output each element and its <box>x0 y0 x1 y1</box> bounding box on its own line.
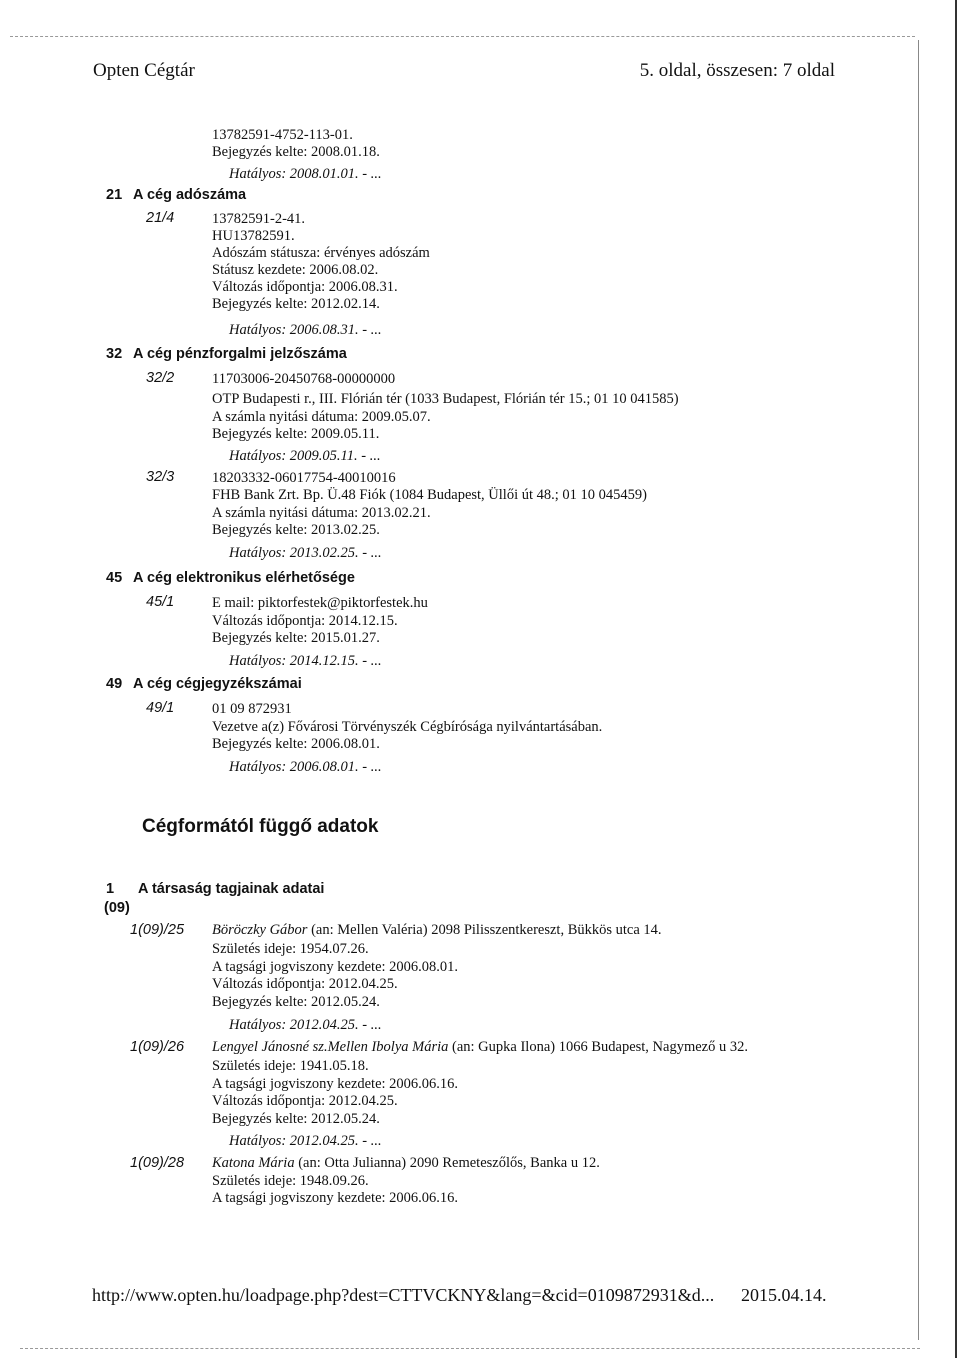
validity-line: Hatályos: 2009.05.11. - ... <box>229 448 381 464</box>
entry-line: Bejegyzés kelte: 2008.01.18. <box>212 144 380 160</box>
member-first-line <box>212 1155 600 1172</box>
validity-line: Hatályos: 2012.04.25. - ... <box>229 1017 382 1033</box>
footer-url[interactable]: http://www.opten.hu/loadpage.php?dest=CTTVCKNY&lang=&cid=0109872931&d... <box>92 1285 715 1305</box>
entry-line: 13782591-4752-113-01. <box>212 127 353 143</box>
bottom-scan-rule <box>20 1348 920 1349</box>
section-title: A cég pénzforgalmi jelzőszáma <box>133 346 347 362</box>
entry-line: Születés ideje: 1948.09.26. <box>212 1173 369 1189</box>
section-title: A cég cégjegyzékszámai <box>133 676 302 692</box>
entry-line: Bejegyzés kelte: 2013.02.25. <box>212 522 380 538</box>
section-number: 49 <box>106 676 123 692</box>
entry-line: Bejegyzés kelte: 2009.05.11. <box>212 426 380 442</box>
validity-line: Hatályos: 2014.12.15. - ... <box>229 653 382 669</box>
entry-line: Bejegyzés kelte: 2012.05.24. <box>212 1111 380 1127</box>
member-first-line <box>212 1039 748 1056</box>
subsection-number: 32/3 <box>146 469 175 485</box>
member-name: Katona Mária <box>212 1155 295 1171</box>
member-details: (an: Otta Julianna) 2090 Remeteszőlős, Banka u 12. <box>294 1155 600 1171</box>
entry-line: Adószám státusza: érvényes adószám <box>212 245 430 261</box>
entry-line: A számla nyitási dátuma: 2013.02.21. <box>212 505 431 521</box>
member-details: (an: Gupka Ilona) 1066 Budapest, Nagymező u 32. <box>448 1039 748 1055</box>
section-number: 45 <box>106 570 123 586</box>
section-heading: Cégformától függő adatok <box>142 816 379 837</box>
entry-line: A tagsági jogviszony kezdete: 2006.06.16. <box>212 1076 459 1092</box>
entry-line: 18203332-06017754-40010016 <box>212 470 396 486</box>
validity-line: Hatályos: 2006.08.31. - ... <box>229 322 382 338</box>
section-code: (09) <box>104 900 130 916</box>
validity-line: Hatályos: 2012.04.25. - ... <box>229 1133 382 1149</box>
entry-line: Bejegyzés kelte: 2015.01.27. <box>212 630 380 646</box>
entry-line: FHB Bank Zrt. Bp. Ü.48 Fiók (1084 Budapest, Üllői út 48.; 01 10 045459) <box>212 487 647 503</box>
entry-line: Vezetve a(z) Fővárosi Törvényszék Cégbírósága nyilvántartásában. <box>212 719 603 735</box>
top-scan-rule <box>10 36 915 37</box>
member-name: Lengyel Jánosné sz.Mellen Ibolya Mária <box>212 1039 449 1055</box>
entry-line: A számla nyitási dátuma: 2009.05.07. <box>212 409 431 425</box>
subsection-number: 1(09)/28 <box>130 1155 185 1171</box>
footer-date: 2015.04.14. <box>741 1285 827 1305</box>
entry-line: 13782591-2-41. <box>212 211 306 227</box>
right-edge-rule <box>955 0 957 1358</box>
entry-line: OTP Budapesti r., III. Flórián tér (1033 Budapest, Flórián tér 15.; 01 10 041585) <box>212 391 679 407</box>
entry-line: Bejegyzés kelte: 2012.05.24. <box>212 994 380 1010</box>
section-title: A cég elektronikus elérhetősége <box>133 570 355 586</box>
entry-line: Státusz kezdete: 2006.08.02. <box>212 262 379 278</box>
right-margin-rule <box>918 40 919 1340</box>
section-number: 32 <box>106 346 123 362</box>
member-first-line <box>212 922 662 939</box>
entry-line: Változás időpontja: 2006.08.31. <box>212 279 398 295</box>
subsection-number: 1(09)/25 <box>130 922 185 938</box>
member-name: Böröczky Gábor <box>212 922 308 938</box>
section-title: A cég adószáma <box>133 187 247 203</box>
subsection-number: 45/1 <box>146 594 175 610</box>
entry-line: Változás időpontja: 2014.12.15. <box>212 613 398 629</box>
page-header-right: 5. oldal, összesen: 7 oldal <box>639 60 835 81</box>
entry-line: HU13782591. <box>212 228 295 244</box>
section-number: 21 <box>106 187 123 203</box>
section-title: A társaság tagjainak adatai <box>138 881 325 897</box>
entry-line: Változás időpontja: 2012.04.25. <box>212 976 398 992</box>
entry-line: Születés ideje: 1954.07.26. <box>212 941 369 957</box>
entry-line: 01 09 872931 <box>212 701 292 717</box>
subsection-number: 49/1 <box>146 700 175 716</box>
validity-line: Hatályos: 2008.01.01. - ... <box>229 166 382 182</box>
entry-line: A tagsági jogviszony kezdete: 2006.08.01. <box>212 959 459 975</box>
entry-line: 11703006-20450768-00000000 <box>212 371 396 387</box>
validity-line: Hatályos: 2006.08.01. - ... <box>229 759 382 775</box>
entry-line: Születés ideje: 1941.05.18. <box>212 1058 369 1074</box>
entry-line: A tagsági jogviszony kezdete: 2006.06.16. <box>212 1190 459 1206</box>
validity-line: Hatályos: 2013.02.25. - ... <box>229 545 382 561</box>
member-details: (an: Mellen Valéria) 2098 Pilisszentkereszt, Bükkös utca 14. <box>307 922 662 938</box>
page-header-left: Opten Cégtár <box>93 60 195 81</box>
entry-line: Bejegyzés kelte: 2012.02.14. <box>212 296 380 312</box>
entry-line: E mail: piktorfestek@piktorfestek.hu <box>212 595 428 611</box>
entry-line: Bejegyzés kelte: 2006.08.01. <box>212 736 380 752</box>
subsection-number: 32/2 <box>146 370 175 386</box>
subsection-number: 21/4 <box>146 210 175 226</box>
section-number: 1 <box>106 881 115 897</box>
entry-line: Változás időpontja: 2012.04.25. <box>212 1093 398 1109</box>
subsection-number: 1(09)/26 <box>130 1039 185 1055</box>
